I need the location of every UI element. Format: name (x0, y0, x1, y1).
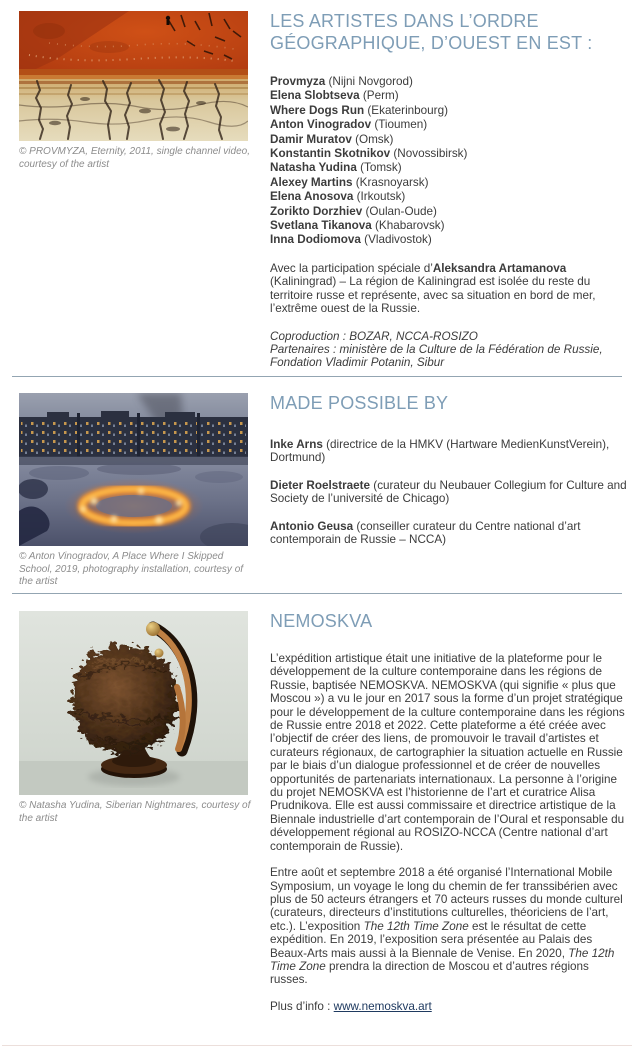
supporter-role: (conseiller curateur du Centre national d’art contemporain de Russie – NCCA) (270, 519, 581, 547)
special-participation: Avec la participation spéciale d’Aleksandra Artamanova (Kaliningrad) – La région de Kaliningrad est isolée du reste du territoire russe et représente, avec sa situation en bord de mer, l’extrême ouest de la Russie. (270, 261, 596, 316)
artist-name: Where Dogs Run (270, 103, 365, 117)
artist-entry (270, 133, 628, 147)
artist-name: Zorikto Dorzhiev (270, 204, 363, 218)
artist-entry (270, 104, 628, 118)
supporter-role: (curateur du Neubauer Collegium for Culture and Society de l’université de Chicago) (270, 478, 627, 506)
supporter-entry (270, 479, 628, 506)
credit-partners: Partenaires : ministère de la Culture de la Fédération de Russie, Fondation Vladimir Potanin, Sibur (270, 342, 603, 370)
figure-fur-globe (19, 611, 253, 825)
special-artist-name: Aleksandra Artamanova (432, 261, 567, 275)
artist-place: (Vladivostok) (364, 233, 432, 247)
artist-place: (Tioumen) (374, 118, 428, 132)
credit-coproduction: Coproduction : BOZAR, NCCA-ROSIZO (270, 329, 478, 343)
artist-place: (Irkoutsk) (356, 190, 406, 204)
artist-entry (270, 89, 628, 103)
artist-name: Elena Anosova (270, 190, 354, 204)
supporters-list (270, 438, 628, 546)
artist-place: (Perm) (362, 89, 399, 103)
artist-place: (Krasnoyarsk) (355, 175, 429, 189)
artist-name: Elena Slobtseva (270, 89, 360, 103)
artwork-image-fur-globe (19, 611, 248, 795)
figure-eternity (19, 11, 253, 171)
supporter-name: Antonio Geusa (270, 519, 354, 533)
artist-place: (Khabarovsk) (375, 219, 445, 233)
artist-entry (270, 233, 628, 247)
exhibition-title: The 12th Time Zone (270, 946, 615, 973)
image-caption-fur-globe: © Natasha Yudina, Siberian Nightmares, courtesy of the artist (19, 800, 251, 824)
artist-name: Provmyza (270, 75, 326, 88)
artist-place: (Tomsk) (360, 161, 402, 175)
artist-name: Anton Vinogradov (270, 118, 372, 132)
artist-name: Inna Dodiomova (270, 233, 361, 247)
artist-name: Konstantin Skotnikov (270, 147, 391, 161)
artist-name: Svetlana Tikanova (270, 219, 372, 233)
artist-place: (Novossibirsk) (393, 147, 468, 161)
artist-entry (270, 176, 628, 190)
supporter-entry (270, 438, 628, 465)
artist-name: Alexey Martins (270, 175, 353, 189)
supporters-column (270, 392, 628, 560)
artist-entry (270, 75, 628, 89)
credits (270, 330, 628, 370)
nemoskva-column (270, 610, 628, 1013)
supporter-name: Dieter Roelstraete (270, 478, 371, 492)
artist-place: (Omsk) (355, 132, 394, 146)
nemoskva-link[interactable]: www.nemoskva.art (333, 999, 432, 1013)
section-divider-2 (12, 593, 622, 594)
more-info (270, 1000, 628, 1013)
artist-entry (270, 219, 628, 233)
artist-place: (Ekaterinbourg) (367, 103, 448, 117)
supporter-entry (270, 520, 628, 547)
artist-list (270, 75, 628, 248)
supporter-role: (directrice de la HMKV (Hartware MedienKunstVerein), Dortmund) (270, 438, 610, 465)
figure-fire-ring (19, 393, 253, 589)
artwork-image-eternity (19, 11, 248, 141)
artist-name: Damir Muratov (270, 132, 352, 146)
supporter-name: Inke Arns (270, 438, 323, 451)
artist-name: Natasha Yudina (270, 161, 357, 175)
bottom-divider (2, 1045, 632, 1046)
image-caption-fire-ring: © Anton Vinogradov, A Place Where I Skipped School, 2019, photography installation, courtesy of the artist (19, 551, 244, 587)
artwork-image-fire-ring (19, 393, 248, 546)
nemoskva-paragraph-2: Entre août et septembre 2018 a été organisé l’International Mobile Symposium, un voyage le long du chemin de fer transsibérien avec plus de 50 acteurs étrangers et 70 acteurs russes du monde culturel (curateurs, directeurs d’institutions culturelles, théoriciens de l’art, etc.). L’exposition The 12th Time Zone est le résultat de cette expédition. En 2019, l’exposition sera présentée au Palais des Beaux-Arts mais aussi à la Biennale de Venise. En 2020, The 12th Time Zone prendra la direction de Moscou et d’autres régions russes. (270, 866, 623, 987)
nemoskva-paragraph-1: L’expédition artistique était une initiative de la plateforme pour le développement de la culture contemporaine dans les régions de Russie, baptisée NEMOSKVA. NEMOSKVA (qui signifie « plus que Moscou ») a vu le jour en 2017 sous la forme d’un projet stratégique pour le développement de la culture contemporaine dans les régions de Russie entre 2018 et 2022. Cette plateforme a été créée avec l’objectif de créer des liens, de promouvoir le travail d’artistes et curateurs régionaux, de cartographier la situation actuelle en Russie par le biais d’un dialogue professionnel et de créer de nouvelles opportunités de partenariats internationaux. La personne à l’origine du projet NEMOSKVA est l’historienne de l’art et curatrice Alisa Prudnikova. Elle est aussi commissaire et directrice artistique de la Biennale industrielle d’art contemporain de l’Oural et responsable du développement régional au ROSIZO-NCCA (Centre national d’art contemporain de Russie). (270, 652, 625, 853)
artist-place: (Oulan-Oude) (365, 204, 437, 218)
artist-entry (270, 147, 628, 161)
image-caption-eternity: © PROVMYZA, Eternity, 2011, single channel video, courtesy of the artist (19, 146, 250, 170)
section-heading-artists: LES ARTISTES DANS L’ORDRE GÉOGRAPHIQUE, D’OUEST EN EST : (270, 11, 593, 53)
section-heading-nemoskva: NEMOSKVA (270, 611, 373, 631)
artist-place: (Nijni Novgorod) (328, 75, 413, 88)
artist-entry (270, 118, 628, 132)
artist-entry (270, 161, 628, 175)
section-heading-supporters: MADE POSSIBLE BY (270, 393, 449, 413)
section-divider-1 (12, 376, 622, 377)
artists-column (270, 10, 628, 370)
artist-entry (270, 205, 628, 219)
artist-entry (270, 190, 628, 204)
exhibition-title: The 12th Time Zone (363, 919, 469, 933)
more-info-label: Plus d’info : (270, 999, 334, 1013)
